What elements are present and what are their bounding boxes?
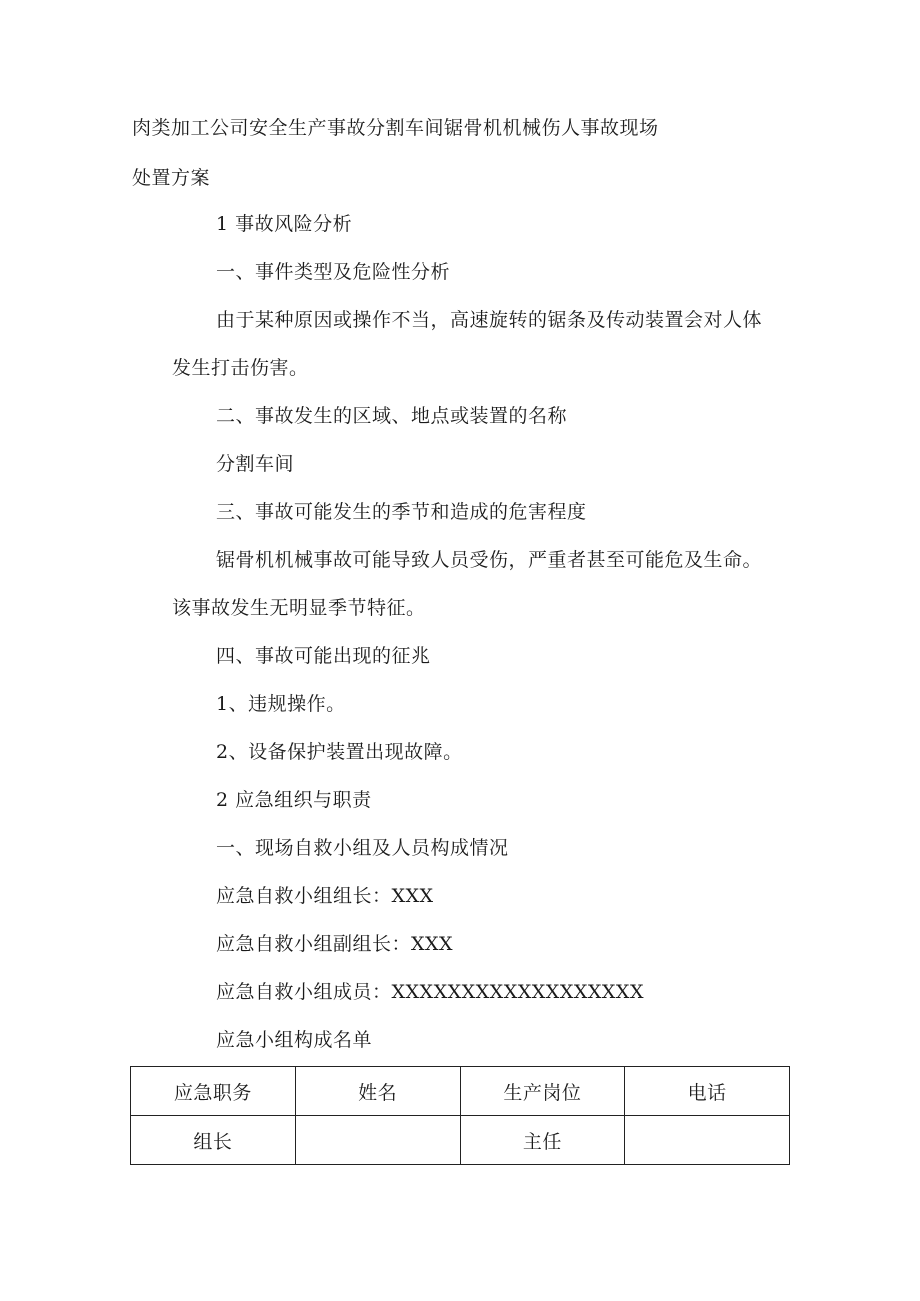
cell-phone [625,1116,790,1165]
header-cell-position: 生产岗位 [460,1067,625,1116]
section-1-4-item-1: 1、违规操作。 [216,693,346,715]
section-2-heading: 2 应急组织与职责 [216,789,372,811]
document-title-line-2: 处置方案 [132,167,211,189]
roster-header-row [131,1067,790,1116]
section-1-1-body-line-1: 由于某种原因或操作不当，高速旋转的锯条及传动装置会对人体 [216,309,763,331]
section-1-2-heading: 二、事故发生的区域、地点或装置的名称 [216,405,568,427]
section-1-4-heading: 四、事故可能出现的征兆 [216,645,431,667]
members-line: 应急自救小组成员：XXXXXXXXXXXXXXXXXX [216,981,644,1003]
section-1-4-item-2: 2、设备保护装置出现故障。 [216,741,463,763]
header-cell-phone: 电话 [625,1067,790,1116]
cell-position: 主任 [460,1116,625,1165]
section-1-2-body: 分割车间 [216,453,295,475]
section-1-heading: 1 事故风险分析 [216,213,353,235]
header-cell-name: 姓名 [295,1067,460,1116]
section-1-1-body-line-2: 发生打击伤害。 [172,357,309,379]
table-row [131,1116,790,1165]
section-1-3-heading: 三、事故可能发生的季节和造成的危害程度 [216,501,587,523]
leader-line: 应急自救小组组长：XXX [216,885,434,907]
roster-caption: 应急小组构成名单 [216,1029,373,1051]
section-2-1-heading: 一、现场自救小组及人员构成情况 [216,837,509,859]
deputy-leader-line: 应急自救小组副组长：XXX [216,933,454,955]
cell-role: 组长 [131,1116,296,1165]
section-1-3-body-line-1: 锯骨机机械事故可能导致人员受伤，严重者甚至可能危及生命。 [216,549,763,571]
roster-table [130,1066,790,1165]
header-cell-role: 应急职务 [131,1067,296,1116]
cell-name [295,1116,460,1165]
section-1-3-body-line-2: 该事故发生无明显季节特征。 [172,597,426,619]
section-1-1-heading: 一、事件类型及危险性分析 [216,261,451,283]
document-title-line-1: 肉类加工公司安全生产事故分割车间锯骨机机械伤人事故现场 [132,117,659,139]
